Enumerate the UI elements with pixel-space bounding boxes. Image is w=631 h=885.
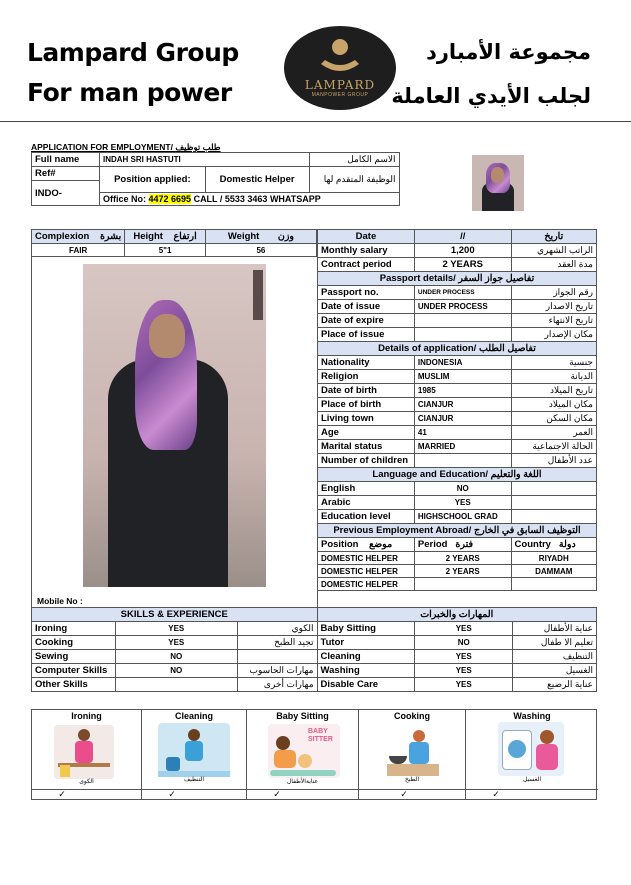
- position-label: Position applied:: [100, 167, 206, 193]
- position-label-ar: الوظيفة المتقدم لها: [309, 167, 399, 193]
- salary-value: 1,200: [414, 244, 511, 258]
- cleaning-illustration-icon: [158, 723, 230, 777]
- cooking-illustration-icon: [385, 724, 441, 778]
- skills-table: [31, 607, 597, 692]
- employment-header: Position موضع Period فترة Country دولة: [318, 538, 597, 552]
- skill-icon-label-ar: الكوى: [79, 779, 94, 785]
- skill-icon-label-en: Cleaning: [174, 711, 213, 721]
- applicant-photo: [83, 264, 266, 587]
- height-value: 5"1: [125, 244, 206, 257]
- skill-icon-label-en: Ironing: [71, 711, 102, 721]
- details-row: Number of children عدد الأطفال: [318, 454, 597, 468]
- complexion-value: FAIR: [32, 244, 125, 257]
- logo-subtitle: MANPOWER GROUP: [311, 92, 369, 98]
- details-row: Age 41 العمر: [318, 426, 597, 440]
- skills-row: Cooking YES تجيد الطبخ Tutor NO تعليم الا طفال: [32, 636, 597, 650]
- period-label-ar: مدة العقد: [511, 258, 596, 272]
- title-ar-line1: مجموعة الأمبارد: [426, 40, 591, 64]
- logo-name: LAMPARD: [304, 78, 376, 92]
- company-logo: [284, 26, 396, 110]
- passport-row: Passport no. UNDER PROCESS رقم الجواز: [318, 286, 597, 300]
- check-icon: ✓: [273, 789, 281, 799]
- complexion-label: Complexion بشرة: [32, 230, 125, 244]
- application-table: [31, 152, 527, 206]
- details-row: Nationality INDONESIA جنسية: [318, 356, 597, 370]
- skill-icon-label-ar: الطبخ: [404, 777, 420, 783]
- passport-section: Passport details/ تفاصيل جواز السفر: [318, 272, 597, 286]
- language-row: English NO: [318, 482, 597, 496]
- skills-section-ar: المهارات والخبرات: [317, 608, 596, 622]
- language-row: Arabic YES: [318, 496, 597, 510]
- language-section: Language and Education/ اللغة والتعليم: [318, 468, 597, 482]
- details-table: [317, 229, 597, 591]
- details-row: Religion MUSLIM الديانة: [318, 370, 597, 384]
- ironing-illustration-icon: [54, 725, 114, 779]
- title-en-line2: For man power: [27, 78, 232, 107]
- details-row: Date of birth 1985 تاريخ الميلاد: [318, 384, 597, 398]
- passport-row: Date of expire تاريخ الانتهاء: [318, 314, 597, 328]
- period-value: 2 YEARS: [414, 258, 511, 272]
- skill-icons-grid: [31, 709, 597, 800]
- position-value: Domestic Helper: [205, 167, 309, 193]
- skill-icon-label-en: Cooking: [394, 711, 430, 721]
- check-icon: ✓: [492, 789, 500, 799]
- employment-section: Previous Employment Abroad/ التوظيف السابق في الخارج: [318, 524, 597, 538]
- ref-label: Ref#: [32, 167, 100, 181]
- salary-label: Monthly salary: [318, 244, 415, 258]
- check-icon: ✓: [58, 789, 66, 799]
- skill-icon-label-en: Washing: [513, 711, 551, 721]
- height-label: Height ارتفاع: [125, 230, 206, 244]
- skills-row: Computer Skills NO مهارات الحاسوب Washing YES الغسيل: [32, 664, 597, 678]
- employment-row: DOMESTIC HELPER 2 YEARS RIYADH: [318, 552, 597, 565]
- applicant-thumbnail: [472, 155, 524, 211]
- title-ar-line2: لجلب الأيدي العاملة: [391, 84, 591, 108]
- details-row: Place of birth CIANJUR مكان الميلاد: [318, 398, 597, 412]
- skills-section-en: SKILLS & EXPERIENCE: [32, 608, 318, 622]
- office-number: Office No: 4472 6695 CALL / 5533 3463 WHATSAPP: [100, 193, 400, 206]
- skills-row: Ironing YES الكوي Baby Sitting YES عناية الأطفال: [32, 622, 597, 636]
- skill-icon-label-ar: عنايةالأطفال: [286, 779, 319, 785]
- title-en-line1: Lampard Group: [27, 38, 239, 67]
- period-label: Contract period: [318, 258, 415, 272]
- date-label: Date: [318, 230, 415, 244]
- employment-row: DOMESTIC HELPER 2 YEARS DAMMAM: [318, 565, 597, 578]
- full-name-value: INDAH SRI HASTUTI: [100, 153, 310, 167]
- date-label-ar: تاريخ: [511, 230, 596, 244]
- washing-illustration-icon: [498, 722, 564, 776]
- check-icon: ✓: [168, 789, 176, 799]
- weight-label: Weight وزن: [205, 230, 316, 244]
- check-icon: ✓: [400, 789, 408, 799]
- header-divider: [0, 121, 631, 122]
- skill-icon-label-ar: الغسيل: [522, 777, 542, 783]
- physical-table: [31, 229, 317, 257]
- skill-icon-label-ar: التنظيف: [183, 777, 205, 783]
- passport-row: Place of issue مكان الإصدار: [318, 328, 597, 342]
- skills-row: Sewing NO Cleaning YES التنظيف: [32, 650, 597, 664]
- application-heading: APPLICATION FOR EMPLOYMENT/ طلب توظيف: [31, 142, 221, 152]
- language-row: Education level HIGHSCHOOL GRAD: [318, 510, 597, 524]
- full-name-label: Full name: [32, 153, 100, 167]
- details-section: Details of application/ تفاصيل الطلب: [318, 342, 597, 356]
- skills-row: Other Skills مهارات أخرى Disable Care YES عناية الرضيع: [32, 678, 597, 692]
- weight-value: 56: [205, 244, 316, 257]
- date-value: //: [414, 230, 511, 244]
- details-row: Living town CIANJUR مكان السكن: [318, 412, 597, 426]
- passport-row: Date of issue UNDER PROCESS تاريخ الاصدار: [318, 300, 597, 314]
- skill-icon-label-en: Baby Sitting: [276, 711, 329, 721]
- baby-sitting-illustration-icon: [268, 724, 340, 778]
- details-row: Marital status MARRIED الحالة الاجتماعية: [318, 440, 597, 454]
- ref-value: INDO-: [32, 181, 100, 206]
- salary-label-ar: الراتب الشهري: [511, 244, 596, 258]
- hands-logo-icon: [315, 34, 365, 78]
- mobile-label: Mobile No :: [37, 596, 83, 606]
- baby-sitter-text: BABY SITTER: [308, 728, 333, 743]
- employment-row: DOMESTIC HELPER: [318, 578, 597, 591]
- full-name-label-ar: الاسم الكامل: [309, 153, 399, 167]
